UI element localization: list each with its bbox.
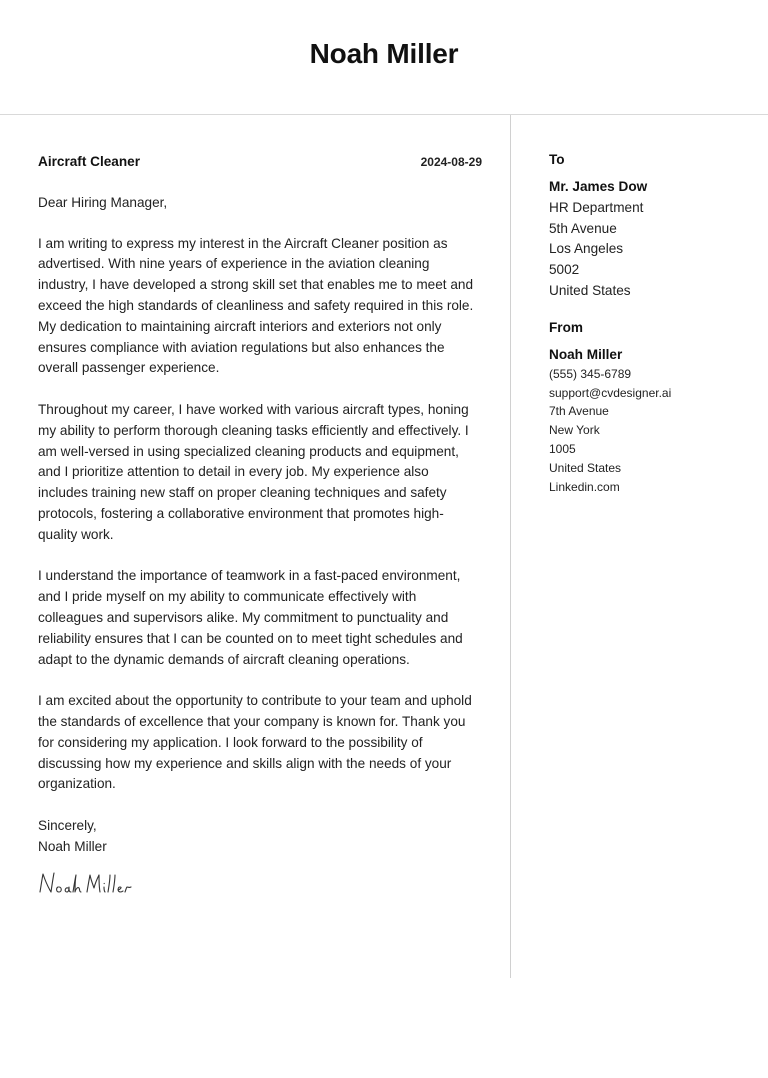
sender-street: 7th Avenue: [549, 404, 609, 419]
job-title: Aircraft Cleaner: [38, 154, 140, 169]
applicant-name-heading: Noah Miller: [309, 38, 459, 69]
recipient-address: [549, 177, 759, 302]
sender-city: New York: [549, 423, 600, 438]
to-label: To: [549, 152, 565, 167]
handwritten-signature: [38, 866, 482, 900]
letter-paragraph: I am excited about the opportunity to contribute to your team and uphold the standards of excellence that your company is known for. Thank you for considering my application. I look forward to the possibility of discussing how my experience and skills align with the needs of your organization.: [38, 693, 472, 792]
recipient-postal-code: 5002: [549, 262, 580, 278]
sender-name: Noah Miller: [549, 346, 623, 362]
recipient-country: United States: [549, 282, 631, 298]
letter-paragraph: I am writing to express my interest in the Aircraft Cleaner position as advertised. With nine years of experience in the aviation cleaning industry, I have developed a strong skill set that enables me to meet and exceed the high standards of cleanliness and safety required in this role. My dedication to maintaining aircraft interiors and exteriors not only ensures compliance with aviation regulations but also enhances the overall passenger experience.: [38, 235, 474, 376]
recipient-name: Mr. James Dow: [549, 179, 648, 194]
letter-body: [38, 152, 482, 900]
sender-website: Linkedin.com: [549, 479, 620, 494]
column-divider: [510, 115, 511, 978]
address-sidebar: [549, 152, 759, 496]
recipient-city: Los Angeles: [549, 241, 624, 257]
recipient-street: 5th Avenue: [549, 220, 617, 236]
recipient-department: HR Department: [549, 199, 644, 215]
salutation: Dear Hiring Manager,: [38, 194, 168, 210]
sender-details: [549, 365, 759, 497]
sender-postal-code: 1005: [549, 441, 576, 456]
header-divider: [0, 114, 768, 115]
letter-meta: [38, 152, 482, 173]
letter-paragraph: I understand the importance of teamwork in a fast-paced environment, and I pride myself on my ability to communicate effectively with colleagues and supervisors alike. My commitment to punctuality and reliability ensures that I can be counted on to meet tight schedules and adapt to the dynamic demands of aircraft cleaning operations.: [38, 568, 463, 667]
closing-name: Noah Miller: [38, 838, 107, 854]
from-label: From: [549, 319, 583, 335]
sender-country: United States: [549, 460, 622, 475]
sender-email: support@cvdesigner.ai: [549, 385, 672, 400]
letter-date: 2024-08-29: [420, 155, 482, 169]
letter-paragraph: Throughout my career, I have worked with various aircraft types, honing my ability to perform thorough cleaning tasks efficiently and effectively. I am well-versed in using specialized cleaning products and equipment, and I prioritize attention to detail in every job. My experience also includes training new staff on proper cleaning techniques and safety protocols, fostering a collaborative environment that promotes high-quality work.: [38, 401, 469, 542]
sender-phone: (555) 345-6789: [549, 366, 632, 381]
closing-phrase: Sincerely,: [38, 817, 97, 833]
